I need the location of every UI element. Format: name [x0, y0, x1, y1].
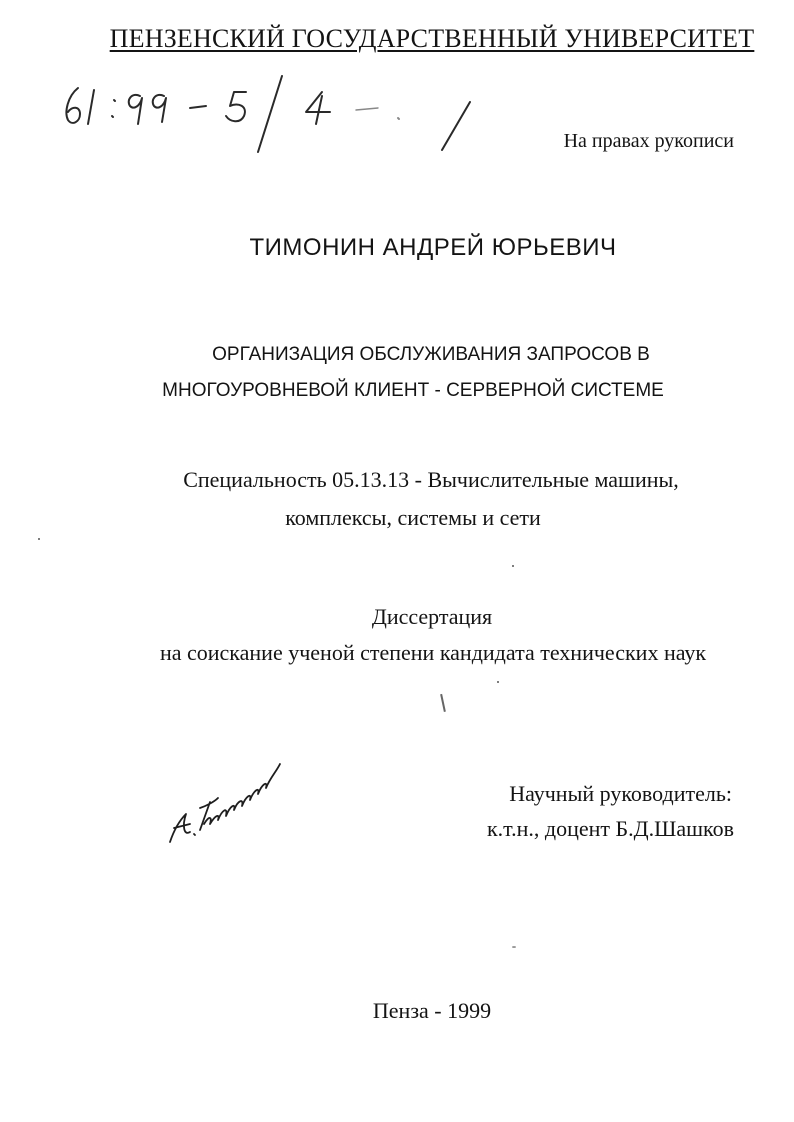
specialty-line-1: Специальность 05.13.13 - Вычислительные машины, — [183, 467, 679, 492]
scan-speck — [497, 681, 499, 683]
author-signature — [160, 750, 290, 850]
university-header: ПЕНЗЕНСКИЙ ГОСУДАРСТВЕННЫЙ УНИВЕРСИТЕТ — [109, 24, 755, 53]
dissertation-title-line-2: МНОГОУРОВНЕВОЙ КЛИЕНТ - СЕРВЕРНОЙ СИСТЕМЕ — [162, 380, 664, 401]
dissertation-title-line-1: ОРГАНИЗАЦИЯ ОБСЛУЖИВАНИЯ ЗАПРОСОВ В — [212, 344, 650, 365]
place-and-year: Пенза - 1999 — [372, 998, 492, 1023]
advisor-label: Научный руководитель: — [509, 781, 732, 806]
author-name: ТИМОНИН АНДРЕЙ ЮРЬЕВИЧ — [249, 234, 617, 261]
manuscript-notice: На правах рукописи — [563, 130, 734, 152]
dissertation-label: Диссертация — [371, 604, 493, 629]
scan-speck — [512, 946, 516, 948]
specialty-line-2: комплексы, системы и сети — [285, 505, 541, 530]
degree-line: на соискание ученой степени кандидата технических наук — [159, 640, 707, 665]
scan-speck — [38, 538, 40, 540]
handwritten-archive-number — [60, 66, 480, 156]
advisor-name: к.т.н., доцент Б.Д.Шашков — [486, 816, 734, 841]
scan-speck — [512, 565, 514, 567]
scan-mark — [440, 694, 445, 712]
